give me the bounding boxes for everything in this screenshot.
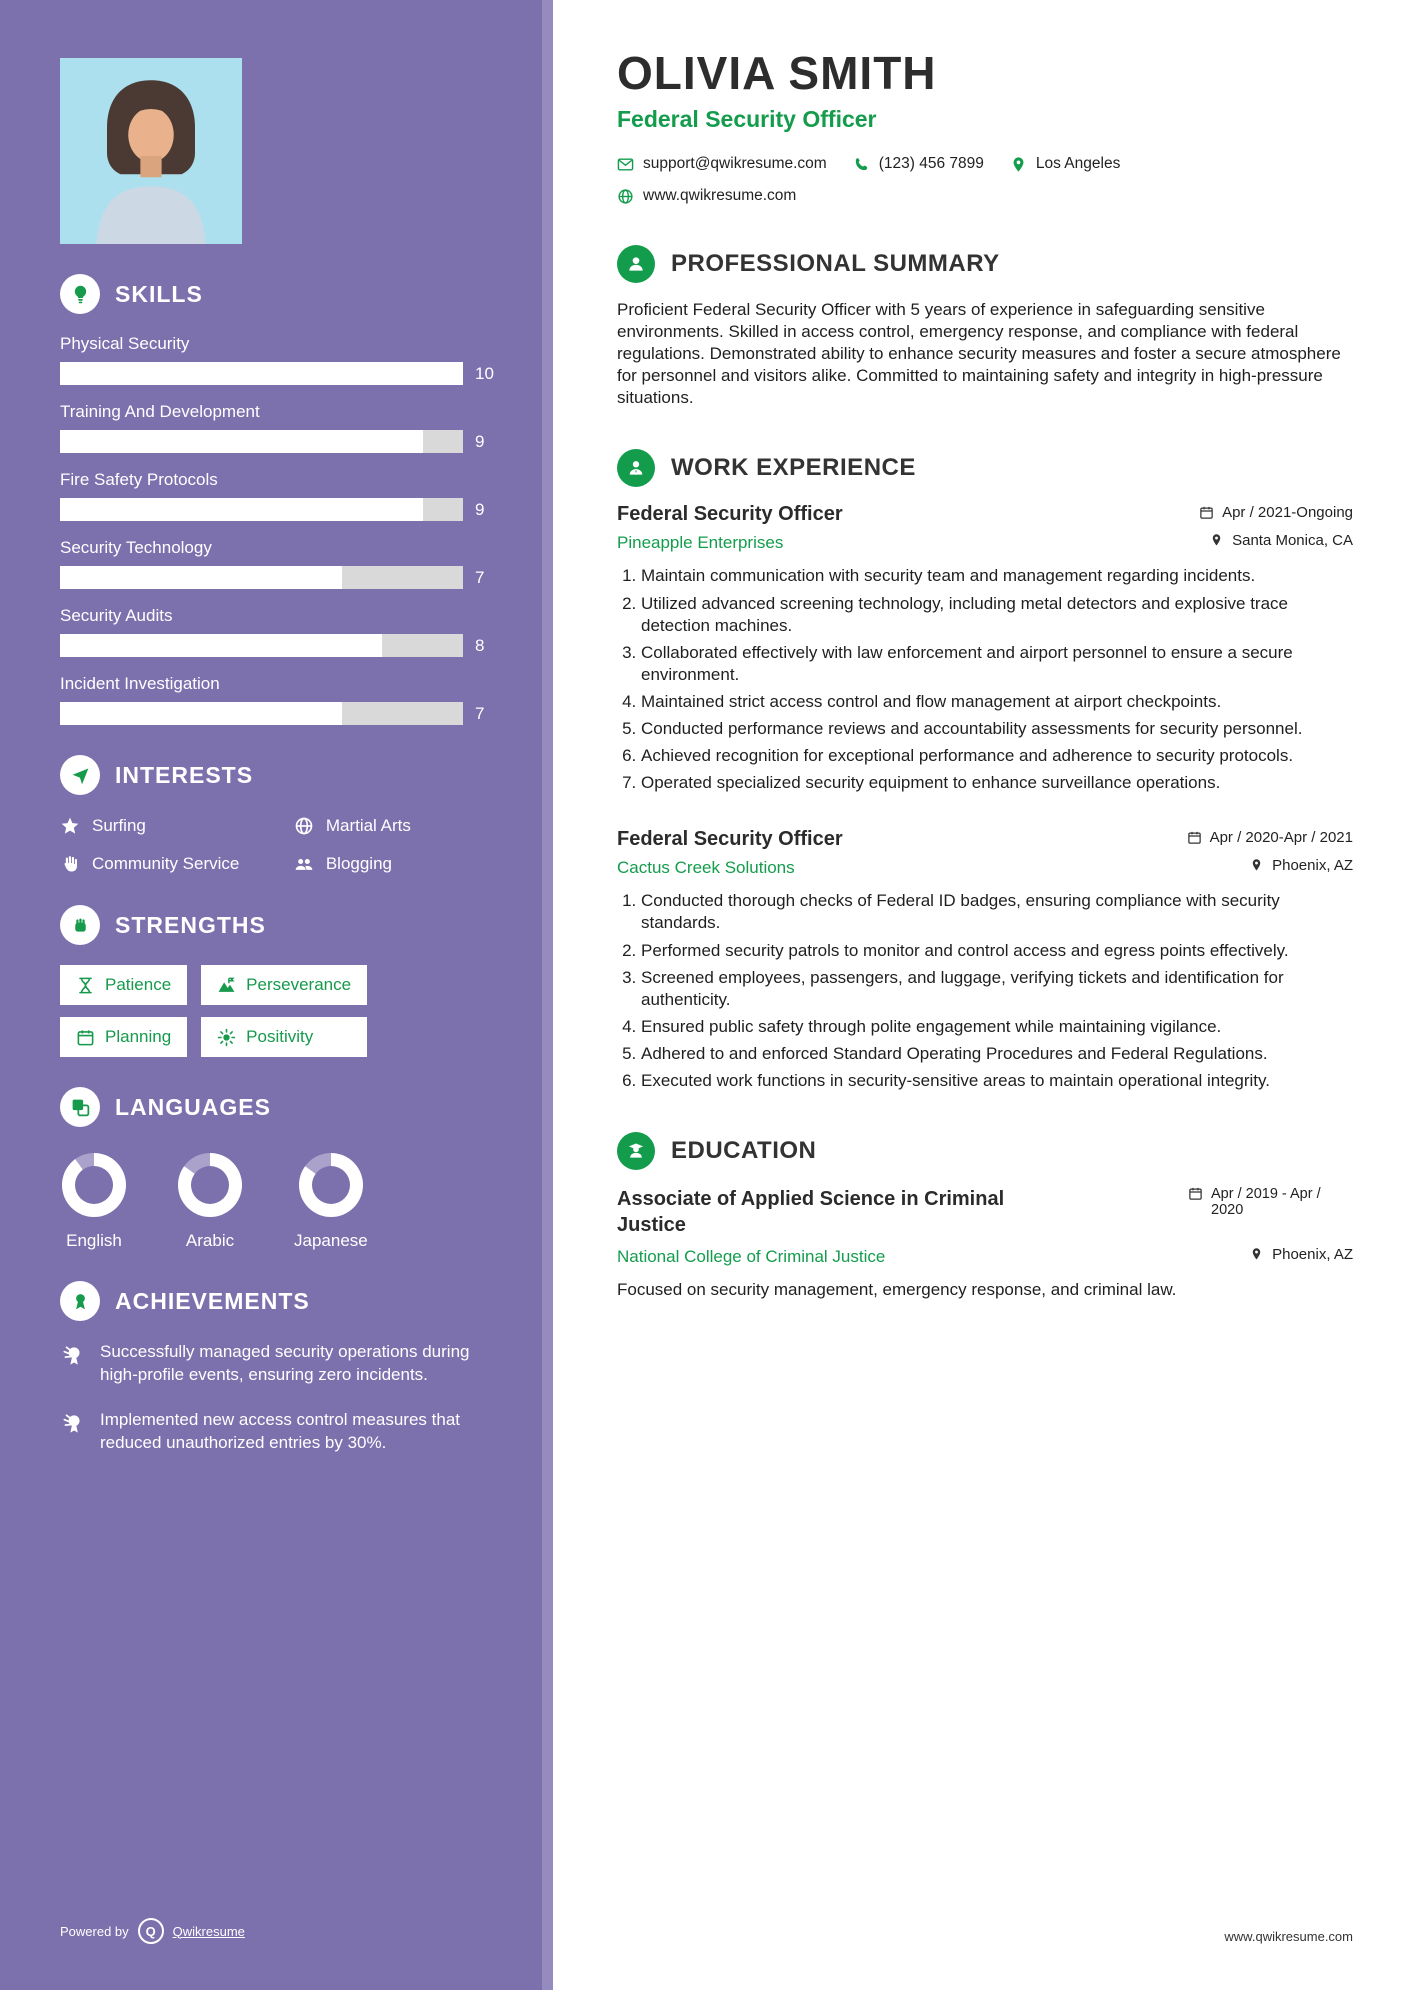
mountain-flag-icon	[217, 976, 236, 995]
job-company: Pineapple Enterprises	[617, 533, 784, 553]
pin-icon	[1209, 533, 1224, 548]
language-label: Arabic	[185, 1231, 235, 1251]
skill-bar-fill	[60, 566, 342, 589]
language-item	[178, 1153, 242, 1251]
ribbon-icon	[60, 1281, 100, 1321]
job-bullet: 3. Screened employees, passengers, and luggage, verifying tickets and identification for authenticity.	[641, 967, 1353, 1011]
website-text[interactable]: www.qwikresume.com	[643, 187, 797, 204]
paper-plane-icon	[60, 755, 100, 795]
medal-icon	[60, 1411, 86, 1437]
skill-bar	[60, 566, 463, 589]
achievement-text: Successfully managed security operations during high-profile events, ensuring zero incidents.	[100, 1342, 470, 1385]
language-label: Japanese	[294, 1231, 368, 1251]
profile-photo	[60, 58, 242, 244]
skill-label: Fire Safety Protocols	[60, 470, 218, 489]
strengths-list	[60, 965, 507, 1057]
skill-bar-fill	[60, 634, 382, 657]
skill-label: Incident Investigation	[60, 674, 220, 693]
job-dates	[1187, 829, 1353, 846]
fist-icon	[60, 905, 100, 945]
interests-list	[60, 815, 507, 875]
skill-bar-fill	[60, 702, 342, 725]
language-item	[62, 1153, 126, 1251]
job-company: Cactus Creek Solutions	[617, 858, 795, 878]
education-dates	[1188, 1186, 1353, 1238]
interest-item	[294, 853, 507, 875]
sidebar-footer	[60, 1918, 245, 1944]
location-text: Los Angeles	[1035, 155, 1121, 172]
job-bullet-list	[617, 890, 1353, 1092]
strengths-section	[60, 905, 507, 1057]
strengths-title: STRENGTHS	[115, 911, 266, 938]
globe-icon	[617, 188, 634, 205]
achievements-title: ACHIEVEMENTS	[115, 1287, 310, 1314]
person-tie-icon	[617, 449, 655, 487]
contact-row-2	[617, 187, 1353, 205]
strength-label: Perseverance	[246, 975, 352, 995]
achievements-section	[60, 1281, 507, 1455]
translate-icon	[60, 1087, 100, 1127]
candidate-name: OLIVIA SMITH	[617, 47, 937, 99]
hand-icon	[60, 854, 80, 874]
job-dates	[1199, 504, 1353, 521]
sun-icon	[217, 1028, 236, 1047]
interest-label: Blogging	[325, 854, 392, 874]
job-location-text: Phoenix, AZ	[1272, 857, 1353, 875]
main-footer-website: www.qwikresume.com	[1224, 1929, 1353, 1944]
achievements-heading	[60, 1281, 507, 1321]
job-bullet: 7. Operated specialized security equipment to enhance surveillance operations.	[641, 772, 1353, 794]
language-donut	[178, 1153, 242, 1217]
phone-item	[853, 155, 984, 173]
summary-text: Proficient Federal Security Officer with 5 years of experience in safeguarding sensitive environments. Skilled in access control, emergency response, and compliance with federal regulations. Demonstrated ability to enhance security measures and foster a secure atmosphere for personnel and visitors alike. Committed to maintaining safety and integrity in high-pressure situations.	[617, 300, 1341, 408]
language-donut	[62, 1153, 126, 1217]
strength-chip	[201, 1017, 367, 1057]
strengths-heading	[60, 905, 507, 945]
strength-label: Planning	[105, 1027, 172, 1047]
person-icon	[617, 245, 655, 283]
job-location	[1249, 857, 1353, 874]
calendar-icon	[1187, 830, 1202, 845]
calendar-icon	[1188, 1186, 1203, 1201]
medal-icon	[60, 1343, 86, 1369]
job-location-text: Santa Monica, CA	[1232, 532, 1353, 550]
skill-score: 9	[475, 431, 485, 451]
main-content	[553, 0, 1407, 1990]
job-bullet: 6. Achieved recognition for exceptional performance and adherence to security protocols.	[641, 745, 1353, 767]
education-description: Focused on security management, emergency response, and criminal law.	[617, 1280, 1177, 1300]
phone-text: (123) 456 7899	[878, 155, 984, 172]
skill-item	[60, 334, 507, 385]
strength-label: Patience	[105, 975, 172, 995]
job-bullet: 4. Ensured public safety through polite engagement while maintaining vigilance.	[641, 1016, 1353, 1038]
skill-bar-fill	[60, 498, 423, 521]
interests-section	[60, 755, 507, 875]
strength-chip	[60, 1017, 187, 1057]
languages-heading	[60, 1087, 507, 1127]
interest-label: Martial Arts	[325, 816, 411, 835]
candidate-title: Federal Security Officer	[617, 106, 877, 132]
people-icon	[294, 854, 314, 874]
degree-name: Associate of Applied Science in Criminal Justice	[617, 1188, 1005, 1237]
calendar-icon	[1199, 505, 1214, 520]
interest-label: Surfing	[92, 816, 146, 835]
website-item	[617, 187, 796, 205]
languages-list	[60, 1153, 507, 1251]
skill-bar	[60, 634, 463, 657]
phone-icon	[853, 156, 870, 173]
pin-icon	[1249, 858, 1264, 873]
job-bullet: 2. Utilized advanced screening technology, including metal detectors and explosive trace detection machines.	[641, 593, 1353, 637]
experience-title: WORK EXPERIENCE	[671, 454, 916, 482]
skill-score: 8	[475, 635, 485, 655]
language-item	[294, 1153, 368, 1251]
skill-bar-fill	[60, 430, 423, 453]
languages-section	[60, 1087, 507, 1251]
skill-label: Security Technology	[60, 538, 212, 557]
job-location	[1209, 532, 1353, 549]
experience-heading	[617, 449, 1353, 487]
language-donut	[299, 1153, 363, 1217]
job-bullet: 6. Executed work functions in security-sensitive areas to maintain operational integrity.	[641, 1070, 1353, 1092]
education-section	[617, 1132, 1353, 1301]
donut-hole	[191, 1166, 229, 1204]
star-icon	[60, 816, 80, 836]
education-title: EDUCATION	[671, 1137, 817, 1165]
skill-score: 7	[475, 703, 485, 723]
interest-item	[60, 815, 284, 837]
education-location	[1249, 1246, 1353, 1263]
job-bullet: 1. Conducted thorough checks of Federal ID badges, ensuring compliance with security standards.	[641, 890, 1353, 934]
interests-title: INTERESTS	[115, 761, 254, 788]
skill-bar	[60, 702, 463, 725]
school-name: National College of Criminal Justice	[617, 1247, 886, 1267]
skill-bar	[60, 430, 463, 453]
interests-heading	[60, 755, 507, 795]
job-role: Federal Security Officer	[617, 503, 843, 526]
globe-icon	[294, 816, 314, 836]
skills-section	[60, 274, 507, 725]
education-heading	[617, 1132, 1353, 1170]
pin-icon	[1249, 1247, 1264, 1262]
skill-score: 9	[475, 499, 485, 519]
skill-item	[60, 674, 507, 725]
job-bullet: 5. Conducted performance reviews and accountability assessments for security personnel.	[641, 718, 1353, 740]
job-bullet: 3. Collaborated effectively with law enforcement and airport personnel to ensure a secure environment.	[641, 642, 1353, 686]
job-entry	[617, 503, 1353, 794]
sidebar	[0, 0, 553, 1990]
achievement-item	[60, 1341, 507, 1387]
languages-title: LANGUAGES	[115, 1093, 271, 1120]
donut-hole	[75, 1166, 113, 1204]
summary-section	[617, 245, 1353, 409]
skill-item	[60, 402, 507, 453]
powered-by-label: Powered by	[60, 1923, 129, 1939]
job-dates-text: Apr / 2021-Ongoing	[1222, 504, 1353, 522]
job-bullet: 4. Maintained strict access control and flow management at airport checkpoints.	[641, 691, 1353, 713]
skill-bar	[60, 498, 463, 521]
envelope-icon	[617, 156, 634, 173]
job-bullet: 1. Maintain communication with security team and management regarding incidents.	[641, 565, 1353, 587]
job-bullet: 2. Performed security patrols to monitor and control access and egress points effectively.	[641, 940, 1353, 962]
strength-chip	[60, 965, 187, 1005]
graduate-icon	[617, 1132, 655, 1170]
education-location-text: Phoenix, AZ	[1272, 1246, 1353, 1264]
skill-score: 10	[475, 363, 494, 383]
job-dates-text: Apr / 2020-Apr / 2021	[1209, 829, 1353, 847]
education-dates-text: Apr / 2019 - Apr / 2020	[1211, 1186, 1321, 1219]
skill-label: Training And Development	[60, 402, 260, 421]
contact-row	[617, 155, 1353, 173]
job-role: Federal Security Officer	[617, 828, 843, 851]
skills-title: SKILLS	[115, 280, 203, 307]
summary-title: PROFESSIONAL SUMMARY	[671, 250, 1000, 277]
skill-label: Security Audits	[60, 606, 173, 625]
skill-score: 7	[475, 567, 485, 587]
job-entry	[617, 828, 1353, 1092]
job-bullet: 5. Adhered to and enforced Standard Operating Procedures and Federal Regulations.	[641, 1043, 1353, 1065]
skill-bar-fill	[60, 362, 463, 385]
location-pin-icon	[1010, 156, 1027, 173]
interest-label: Community Service	[92, 854, 240, 874]
summary-heading	[617, 245, 1353, 283]
skills-heading	[60, 274, 507, 314]
strength-chip	[201, 965, 367, 1005]
skill-item	[60, 538, 507, 589]
achievement-item	[60, 1409, 507, 1455]
hourglass-icon	[76, 976, 95, 995]
achievement-text: Implemented new access control measures that reduced unauthorized entries by 30%.	[100, 1410, 461, 1452]
location-item	[1010, 155, 1120, 173]
interest-item	[294, 815, 507, 837]
experience-section	[617, 449, 1353, 1092]
qwikresume-link[interactable]: Qwikresume	[172, 1923, 245, 1939]
skill-bar	[60, 362, 463, 385]
language-label: English	[66, 1231, 122, 1251]
skill-item	[60, 606, 507, 657]
email-item	[617, 155, 827, 173]
strength-label: Positivity	[246, 1027, 314, 1047]
avatar-illustration	[60, 58, 242, 244]
calendar-icon	[76, 1028, 95, 1047]
donut-hole	[312, 1166, 350, 1204]
email-text[interactable]: support@qwikresume.com	[643, 155, 827, 172]
skill-label: Physical Security	[60, 334, 190, 353]
bulb-icon	[60, 274, 100, 314]
interest-item	[60, 853, 284, 875]
skill-item	[60, 470, 507, 521]
qwikresume-logo: Q	[138, 1918, 164, 1944]
job-bullet-list	[617, 565, 1353, 794]
